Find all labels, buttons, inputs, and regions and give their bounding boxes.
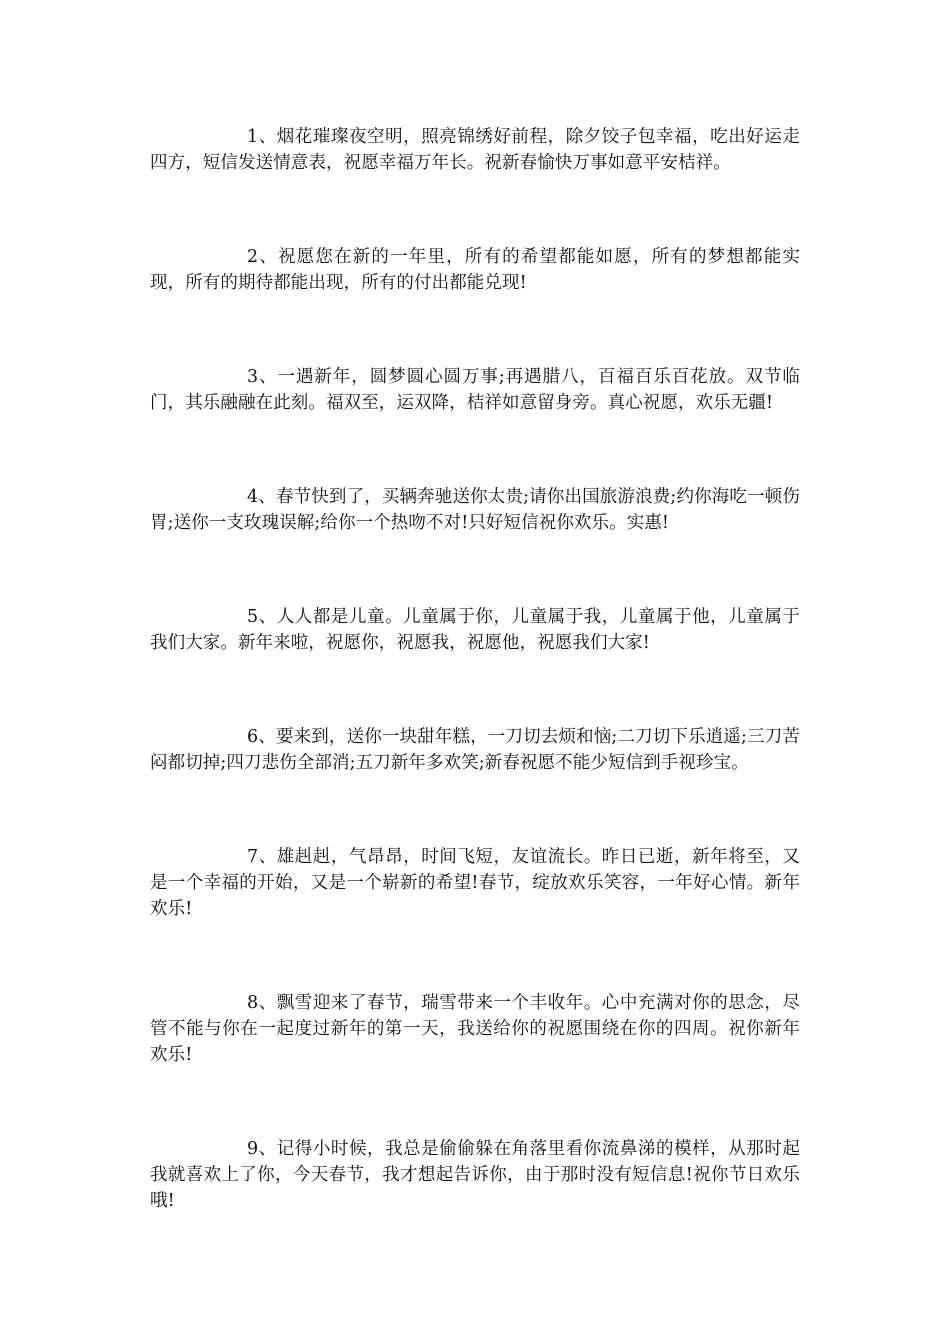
- greeting-paragraph-7: 7、雄赳赳，气昂昂，时间飞短，友谊流长。昨日已逝，新年将至，又是一个幸福的开始，又是一个崭新的希望!春节，绽放欢乐笑容，一年好心情。新年欢乐!: [150, 847, 800, 919]
- greeting-paragraph-4: 4、春节快到了，买辆奔驰送你太贵;请你出国旅游浪费;约你海吃一顿伤胃;送你一支玫瑰误解;给你一个热吻不对!只好短信祝你欢乐。实惠!: [150, 487, 800, 533]
- document-body: [150, 124, 800, 1282]
- greeting-paragraph-1: 1、烟花璀璨夜空明，照亮锦绣好前程，除夕饺子包幸福，吃出好运走四方，短信发送情意表，祝愿幸福万年长。祝新春愉快万事如意平安桔祥。: [150, 127, 800, 173]
- greeting-paragraph-2: 2、祝愿您在新的一年里，所有的希望都能如愿，所有的梦想都能实现，所有的期待都能出现，所有的付出都能兑现!: [150, 247, 800, 293]
- greeting-paragraph-8: 8、飘雪迎来了春节，瑞雪带来一个丰收年。心中充满对你的思念，尽管不能与你在一起度过新年的第一天，我送给你的祝愿围绕在你的四周。祝你新年欢乐!: [150, 993, 800, 1065]
- greeting-paragraph-5: 5、人人都是儿童。儿童属于你，儿童属于我，儿童属于他，儿童属于我们大家。新年来啦，祝愿你，祝愿我，祝愿他，祝愿我们大家!: [150, 607, 800, 653]
- greeting-paragraph-9: 9、记得小时候，我总是偷偷躲在角落里看你流鼻涕的模样，从那时起我就喜欢上了你，今天春节，我才想起告诉你，由于那时没有短信息!祝你节日欢乐哦!: [150, 1139, 800, 1211]
- greeting-paragraph-6: 6、要来到，送你一块甜年糕，一刀切去烦和恼;二刀切下乐逍遥;三刀苦闷都切掉;四刀悲伤全部消;五刀新年多欢笑;新春祝愿不能少短信到手视珍宝。: [150, 727, 800, 773]
- greeting-paragraph-3: 3、一遇新年，圆梦圆心圆万事;再遇腊八，百福百乐百花放。双节临门，其乐融融在此刻。福双至，运双降，桔祥如意留身旁。真心祝愿，欢乐无疆!: [150, 367, 800, 413]
